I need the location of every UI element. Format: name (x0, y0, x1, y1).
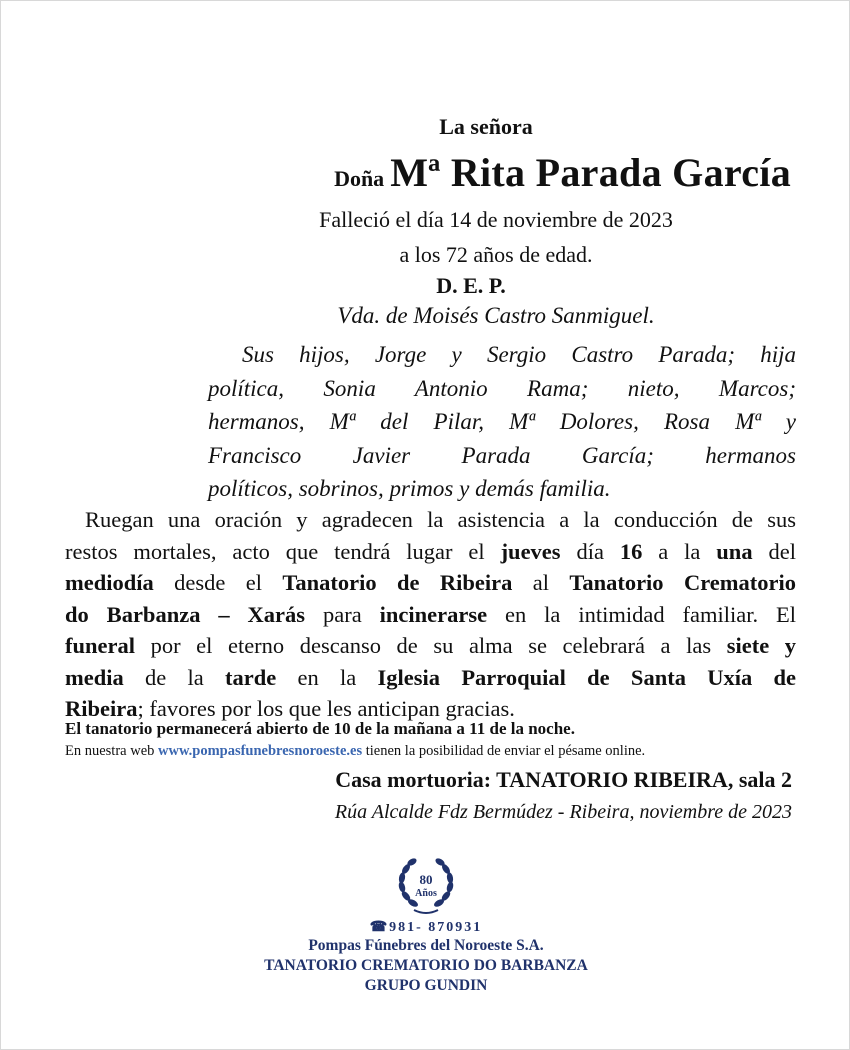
deceased-name: Mª Rita Parada García (390, 150, 791, 195)
family-line: política, Sonia Antonio Rama; nieto, Marcos; (208, 375, 796, 401)
body-line: funeral por el eterno descanso de su alma se celebrará a las siete y (65, 633, 797, 658)
body-line: mediodía desde el Tanatorio de Ribeira al Tanatorio Crematorio (65, 570, 796, 595)
family-line: Francisco Javier Parada García; hermanos (208, 442, 796, 468)
company-phone: ☎981- 870931 (369, 920, 483, 935)
emblem-word: Años (415, 888, 437, 899)
family-line: políticos, sobrinos, primos y demás familia. (208, 476, 611, 501)
death-age: a los 72 años de edad. (399, 242, 593, 267)
anniversary-laurel-icon (392, 852, 460, 920)
mortuary-line: Casa mortuoria: TANATORIO RIBEIRA, sala 2 (335, 767, 792, 792)
web-condolence-line: En nuestra web www.pompasfunebresnoroeste.es tienen la posibilidad de enviar el pésame online. (65, 743, 646, 759)
body-line: media de la tarde en la Iglesia Parroquial de Santa Uxía de (65, 664, 796, 690)
dep-text: D. E. P. (436, 273, 506, 298)
death-date: Falleció el día 14 de noviembre de 2023 (319, 207, 673, 232)
opening-hours: El tanatorio permanecerá abierto de 10 de la mañana a 11 de la noche. (65, 719, 575, 738)
intro-text: La señora (439, 114, 533, 139)
body-line: Ribeira; favores por los que les anticipan gracias. (65, 696, 515, 721)
website-link[interactable]: www.pompasfunebresnoroeste.es (158, 743, 363, 759)
body-line: Ruegan una oración y agradecen la asistencia a la conducción de sus (85, 507, 796, 532)
body-line: restos mortales, acto que tendrá lugar el jueves día 16 a la una del (65, 538, 796, 564)
body-line: do Barbanza – Xarás para incinerarse en la intimidad familiar. El (65, 601, 797, 627)
place-date: Rúa Alcalde Fdz Bermúdez - Ribeira, noviembre de 2023 (334, 801, 792, 823)
name-prefix: Doña (334, 166, 385, 191)
family-paragraph (208, 338, 796, 506)
company-group: GRUPO GUNDIN (364, 977, 488, 994)
company-crematorium: TANATORIO CREMATORIO DO BARBANZA (264, 957, 588, 974)
ceremony-paragraph (65, 504, 796, 725)
widow-text: Vda. de Moisés Castro Sanmiguel. (337, 303, 655, 328)
company-name: Pompas Fúnebres del Noroeste S.A. (308, 937, 544, 954)
emblem-number: 80 (419, 872, 433, 887)
family-line: hermanos, Mª del Pilar, Mª Dolores, Rosa Mª y (208, 409, 796, 434)
phone-icon: ☎ (369, 920, 390, 935)
deceased-name-line (334, 149, 791, 196)
family-line: Sus hijos, Jorge y Sergio Castro Parada; hija (242, 342, 796, 367)
